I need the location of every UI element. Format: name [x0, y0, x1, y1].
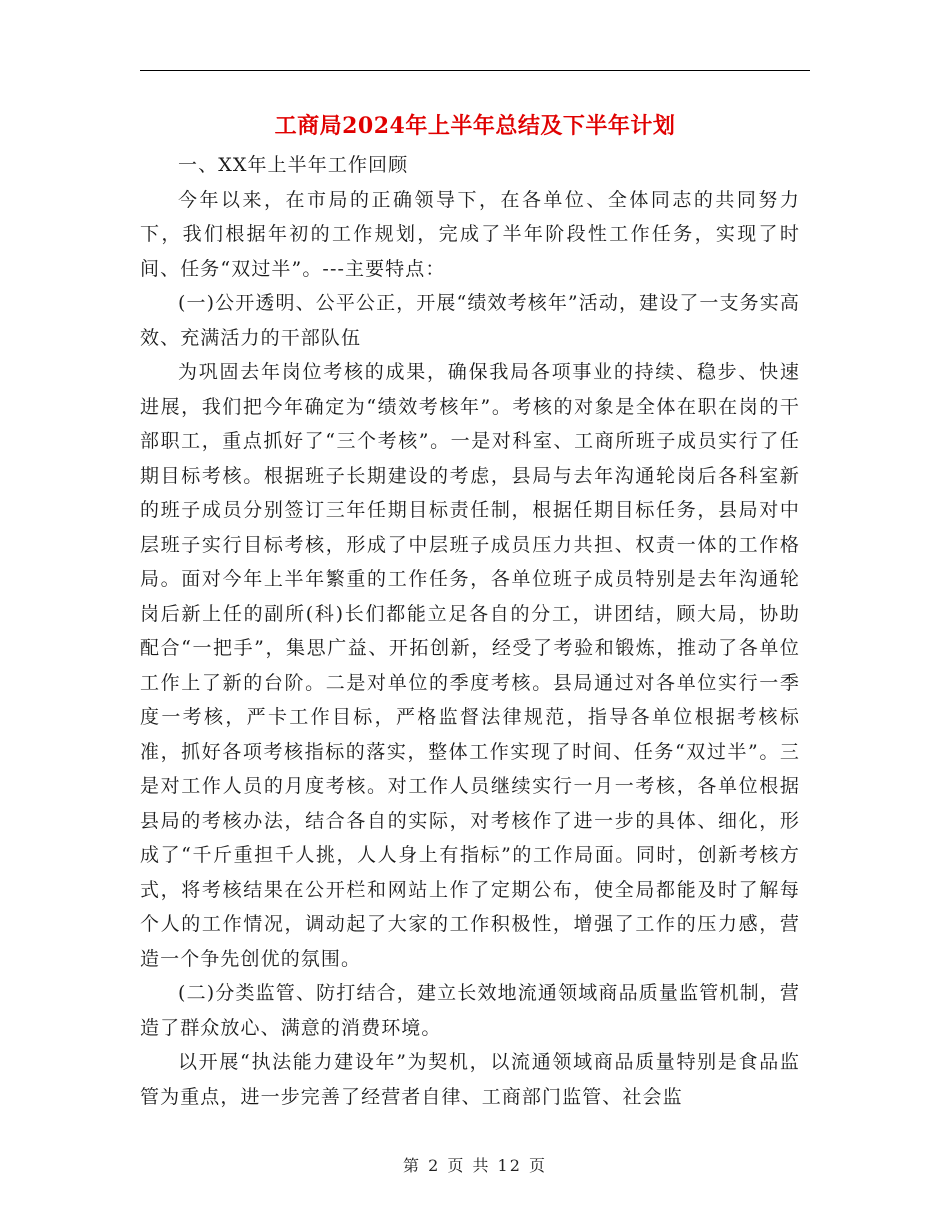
document-title: 工商局2024年上半年总结及下半年计划: [274, 113, 676, 139]
section-heading-review: 一、XX年上半年工作回顾: [178, 154, 409, 176]
page-number: 第 2 页 共 12 页: [403, 1156, 547, 1175]
document-body: [140, 148, 800, 1114]
subheading-one: (一)公开透明、公平公正，开展“绩效考核年”活动，建设了一支务实高效、充满活力的干部队伍: [140, 292, 800, 349]
header-rule: [140, 70, 810, 71]
paragraph-supervision: 以开展“执法能力建设年”为契机，以流通领域商品质量特别是食品监管为重点，进一步完善了经营者自律、工商部门监管、社会监: [140, 1051, 800, 1108]
paragraph-intro: 今年以来，在市局的正确领导下，在各单位、全体同志的共同努力下，我们根据年初的工作规划，完成了半年阶段性工作任务，实现了时间、任务“双过半”。---主要特点：: [140, 188, 800, 280]
paragraph-assessment: 为巩固去年岗位考核的成果，确保我局各项事业的持续、稳步、快速进展，我们把今年确定为“绩效考核年”。考核的对象是全体在职在岗的干部职工，重点抓好了“三个考核”。一是对科室、工商所班子成员实行了任期目标考核。根据班子长期建设的考虑，县局与去年沟通轮岗后各科室新的班子成员分别签订三年任期目标责任制，根据任期目标任务，县局对中层班子实行目标考核，形成了中层班子成员压力共担、权责一体的工作格局。面对今年上半年繁重的工作任务，各单位班子成员特别是去年沟通轮岗后新上任的副所(科)长们都能立足各自的分工，讲团结，顾大局，协助配合“一把手”，集思广益、开拓创新，经受了考验和锻炼，推动了各单位工作上了新的台阶。二是对单位的季度考核。县局通过对各单位实行一季度一考核，严卡工作目标，严格监督法律规范，指导各单位根据考核标准，抓好各项考核指标的落实，整体工作实现了时间、任务“双过半”。三是对工作人员的月度考核。对工作人员继续实行一月一考核，各单位根据县局的考核办法，结合各自的实际，对考核作了进一步的具体、细化，形成了“千斤重担千人挑，人人身上有指标”的工作局面。同时，创新考核方式，将考核结果在公开栏和网站上作了定期公布，使全局都能及时了解每个人的工作情况，调动起了大家的工作积极性，增强了工作的压力感，营造一个争先创优的氛围。: [140, 361, 800, 970]
subheading-two: (二)分类监管、防打结合，建立长效地流通领域商品质量监管机制，营造了群众放心、满意的消费环境。: [140, 982, 800, 1039]
